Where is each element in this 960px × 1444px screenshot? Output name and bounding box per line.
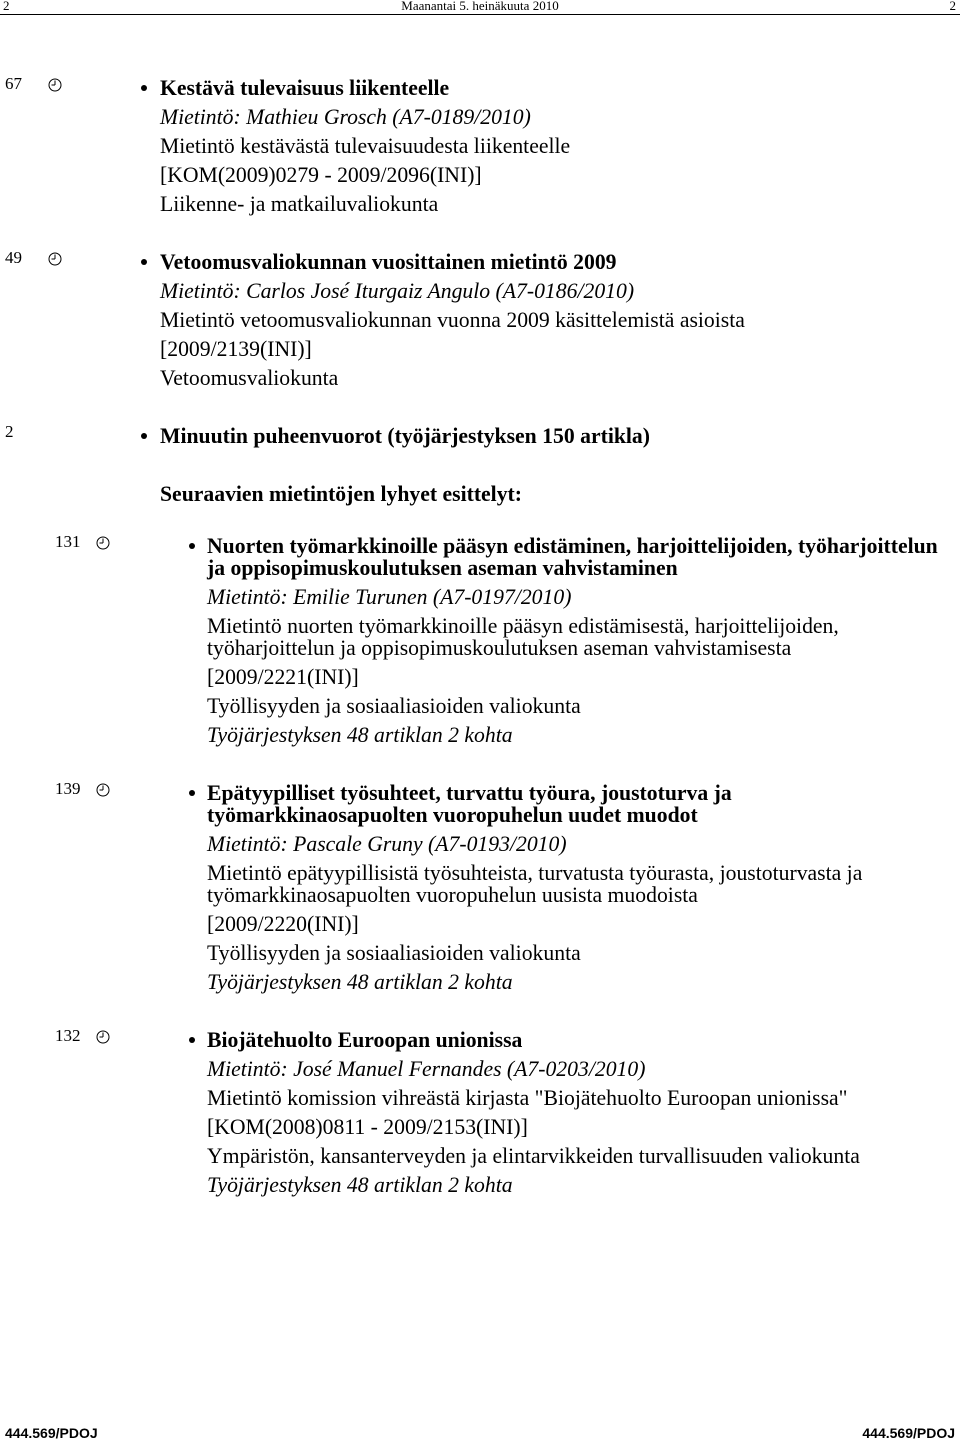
item-title (207, 782, 862, 826)
rapporteur-line: Mietintö: Pascale Gruny (A7-0193/2010) (207, 832, 567, 856)
clock-icon (96, 1030, 110, 1044)
procedure-rule: Työjärjestyksen 48 artiklan 2 kohta (207, 723, 513, 747)
procedure-reference: [2009/2221(INI)] (207, 665, 359, 689)
report-description (207, 615, 938, 659)
report-description (207, 862, 862, 906)
header-page-number-right: 2 (949, 0, 956, 13)
title-line: Kestävä tulevaisuus liikenteelle (160, 76, 450, 100)
clock-icon (96, 783, 110, 797)
rapporteur-line: Mietintö: Emilie Turunen (A7-0197/2010) (207, 585, 572, 609)
rapporteur-line: Mietintö: Carlos José Iturgaiz Angulo (A7-0186/2010) (160, 279, 635, 303)
header-divider (0, 14, 960, 15)
bullet (189, 1037, 195, 1043)
item-body (160, 425, 650, 454)
title-line: Vetoomusvaliokunnan vuosittainen mietintö 2009 (160, 250, 617, 274)
procedure-reference: [KOM(2009)0279 - 2009/2096(INI)] (160, 163, 482, 187)
procedure-rule: Työjärjestyksen 48 artiklan 2 kohta (207, 970, 513, 994)
item-number: 131 (55, 532, 81, 551)
header-date: Maanantai 5. heinäkuuta 2010 (401, 0, 559, 13)
item-body (207, 782, 862, 1000)
title-line: Biojätehuolto Euroopan unionissa (207, 1028, 523, 1052)
title-line: ja oppisopimuskoulutuksen aseman vahvistaminen (207, 556, 678, 580)
title-line: Epätyypilliset työsuhteet, turvattu työura, joustoturva ja (207, 781, 732, 805)
rapporteur-line: Mietintö: José Manuel Fernandes (A7-0203/2010) (207, 1057, 646, 1081)
bullet (141, 259, 147, 265)
report-line: työharjoittelun ja oppisopimuskoulutuksen aseman vahvistamisesta (207, 636, 792, 660)
bullet (141, 85, 147, 91)
committee-name: Liikenne- ja matkailuvaliokunta (160, 192, 439, 216)
procedure-reference: [2009/2139(INI)] (160, 337, 312, 361)
title-line: Minuutin puheenvuorot (työjärjestyksen 150 artikla) (160, 424, 650, 448)
report-line: Mietintö nuorten työmarkkinoille pääsyn edistämisestä, harjoittelijoiden, (207, 614, 839, 638)
item-body (207, 1029, 860, 1203)
committee-name: Vetoomusvaliokunta (160, 366, 339, 390)
rapporteur-line: Mietintö: Mathieu Grosch (A7-0189/2010) (160, 105, 531, 129)
item-body (160, 77, 570, 222)
procedure-rule: Työjärjestyksen 48 artiklan 2 kohta (207, 1173, 513, 1197)
report-description (207, 1087, 860, 1109)
item-body (160, 251, 745, 396)
clock-icon (48, 78, 62, 92)
section-heading: Seuraavien mietintöjen lyhyet esittelyt: (160, 482, 522, 506)
item-title (207, 1029, 860, 1051)
procedure-reference: [KOM(2008)0811 - 2009/2153(INI)] (207, 1115, 528, 1139)
footer-document-code-left: 444.569/PDOJ (5, 1425, 98, 1441)
bullet (189, 543, 195, 549)
report-line: Mietintö kestävästä tulevaisuudesta liikenteelle (160, 134, 571, 158)
report-description (160, 135, 570, 157)
header-page-number-left: 2 (3, 0, 10, 13)
report-line: Mietintö epätyypillisistä työsuhteista, turvatusta työurasta, joustoturvasta ja (207, 861, 863, 885)
item-title (207, 535, 938, 579)
title-line: työmarkkinaosapuolten vuoropuhelun uudet muodot (207, 803, 698, 827)
bullet (141, 433, 147, 439)
committee-name: Työllisyyden ja sosiaaliasioiden valiokunta (207, 694, 581, 718)
item-number: 2 (5, 422, 14, 441)
item-number: 139 (55, 779, 81, 798)
report-line: Mietintö vetoomusvaliokunnan vuonna 2009 käsittelemistä asioista (160, 308, 745, 332)
bullet (189, 790, 195, 796)
item-title (160, 425, 650, 447)
clock-icon (96, 536, 110, 550)
report-line: Mietintö komission vihreästä kirjasta "Biojätehuolto Euroopan unionissa" (207, 1086, 848, 1110)
item-title (160, 77, 570, 99)
clock-icon (48, 252, 62, 266)
committee-name: Ympäristön, kansanterveyden ja elintarvikkeiden turvallisuuden valiokunta (207, 1144, 860, 1168)
footer-document-code-right: 444.569/PDOJ (862, 1425, 955, 1441)
title-line: Nuorten työmarkkinoille pääsyn edistäminen, harjoittelijoiden, työharjoittelun (207, 534, 938, 558)
report-description (160, 309, 745, 331)
item-body (207, 535, 938, 753)
procedure-reference: [2009/2220(INI)] (207, 912, 359, 936)
committee-name: Työllisyyden ja sosiaaliasioiden valiokunta (207, 941, 581, 965)
item-number: 132 (55, 1026, 81, 1045)
item-number: 49 (5, 248, 22, 267)
item-number: 67 (5, 74, 22, 93)
item-title (160, 251, 745, 273)
report-line: työmarkkinaosapuolten vuoropuhelun uusista muodoista (207, 883, 698, 907)
